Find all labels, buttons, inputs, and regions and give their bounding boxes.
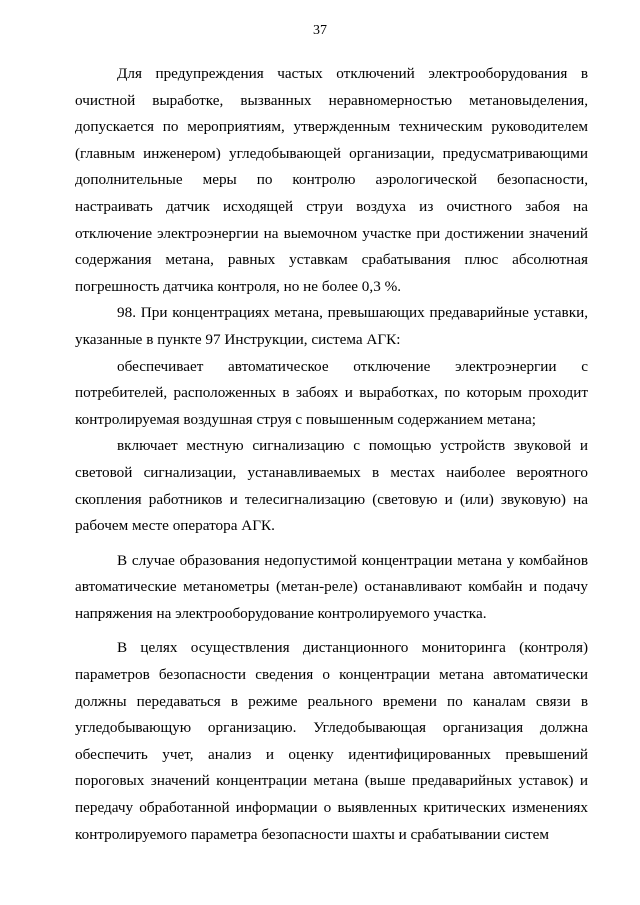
paragraph-local-alarm: включает местную сигнализацию с помощью устройств звуковой и световой сигнализации, устанавливаемых в местах наиболее вероятного скопления работников и телесигнализацию (световую и (или) звуковую) на рабочем месте оператора АГК. (75, 437, 588, 535)
page-number: 37 (313, 23, 327, 38)
document-body (75, 61, 588, 848)
paragraph-combine-stop: В случае образования недопустимой концентрации метана у комбайнов автоматические метанометры (метан-реле) останавливают комбайн и подачу напряжения на электрооборудование контролируемого участка. (75, 551, 588, 622)
paragraph-item-98: 98. При концентрациях метана, превышающих предаварийные уставки, указанные в пункте 97 Инструкции, система АГК: (75, 304, 588, 348)
paragraph-methane-sensor-setting: Для предупреждения частых отключений электрооборудования в очистной выработке, вызванных неравномерностью метановыделения, допускается по мероприятиям, утвержденным техническим руководителем (главным инженером) угледобывающей организации, предусматривающими дополнительные меры по контролю аэрологической безопасности, настраивать датчик исходящей струи воздуха из очистного забоя на отключение электроэнергии на выемочном участке при достижении значений содержания метана, равных уставкам срабатывания плюс абсолютная погрешность датчика контроля, но не более 0,3 %. (75, 65, 588, 295)
paragraph-remote-monitoring: В целях осуществления дистанционного мониторинга (контроля) параметров безопасности сведения о концентрации метана автоматически должны передаваться в режиме реального времени по каналам связи в угледобывающую организацию. Угледобывающая организация должна обеспечить учет, анализ и оценку идентифицированных превышений пороговых значений концентрации метана (выше предаварийных уставок) и передачу обработанной информации о выявленных критических изменениях контролируемого параметра безопасности шахты и срабатывании систем (75, 639, 588, 843)
paragraph-power-cutoff: обеспечивает автоматическое отключение электроэнергии с потребителей, расположенных в забоях и выработках, по которым проходит контролируемая воздушная струя с повышенным содержанием метана; (75, 357, 588, 428)
